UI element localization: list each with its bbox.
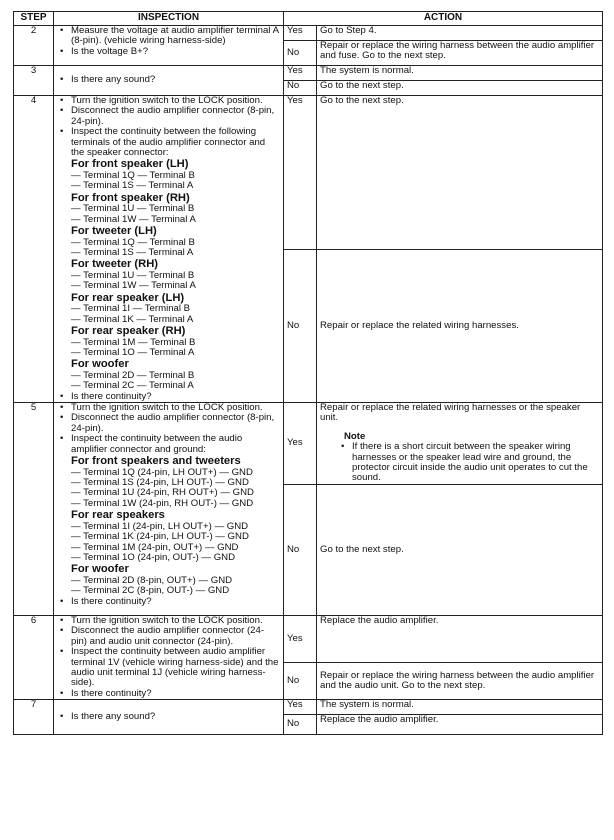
header-inspection: INSPECTION [54, 12, 284, 26]
terminal-line: — Terminal 2D — Terminal B [71, 369, 195, 381]
no-label: No [284, 41, 317, 66]
diagnostic-table [13, 11, 603, 735]
terminal-line: — Terminal 2C (8-pin, OUT-) — GND [71, 585, 230, 597]
table-row [14, 700, 603, 715]
inspection-item: • Turn the ignition switch to the LOCK position. [57, 403, 280, 413]
inspection-item: • Is the voltage B+? [57, 47, 280, 57]
terminal-line: — Terminal 1O (24-pin, OUT-) — GND [71, 551, 236, 563]
note-title: Note [344, 430, 366, 442]
inspection-item: • Inspect the continuity between the following terminals of the audio amplifier connector and the speaker connector: [57, 127, 280, 158]
inspection-cell [54, 96, 284, 403]
step-number: 5 [14, 403, 54, 616]
group-title: For rear speakers [71, 509, 165, 522]
yes-action-cell [317, 403, 603, 485]
group-title: For front speaker (LH) [71, 158, 189, 171]
no-action: Repair or replace the wiring harness between the audio amplifier and the audio unit. Go to the next step. [317, 663, 603, 700]
inspection-item: • Disconnect the audio amplifier connector (8-pin, 24-pin). [57, 106, 280, 127]
table-row [14, 66, 603, 81]
terminal-line: — Terminal 2C — Terminal A [71, 380, 194, 392]
inspection-item: • Is there continuity? [57, 689, 280, 699]
header-step: STEP [14, 12, 54, 26]
yes-action: Go to the next step. [317, 96, 603, 250]
yes-action: Go to Step 4. [317, 26, 603, 41]
no-label: No [284, 663, 317, 700]
step-number: 3 [14, 66, 54, 96]
terminal-line: — Terminal 1Q — Terminal B [71, 236, 195, 248]
no-action: Go to the next step. [317, 81, 603, 96]
inspection-cell [54, 403, 284, 616]
table-row [14, 403, 603, 485]
group-title: For front speaker (RH) [71, 191, 190, 204]
inspection-item: • Inspect the continuity between the audio amplifier connector and ground: [57, 434, 280, 455]
terminal-line: — Terminal 1K (24-pin, LH OUT-) — GND [71, 531, 249, 543]
step-number: 4 [14, 96, 54, 403]
terminal-line: — Terminal 1Q (24-pin, LH OUT+) — GND [71, 466, 253, 478]
inspection-item: • Is there continuity? [57, 597, 280, 607]
table-row [14, 96, 603, 250]
no-action: Replace the audio amplifier. [317, 715, 603, 735]
yes-label: Yes [284, 26, 317, 41]
yes-action: The system is normal. [317, 700, 603, 715]
group-title: For woofer [71, 358, 129, 371]
header-action: ACTION [284, 12, 603, 26]
group-title: For tweeter (RH) [71, 258, 159, 271]
group-title: For rear speaker (RH) [71, 325, 186, 337]
step-number: 6 [14, 615, 54, 699]
yes-label: Yes [284, 700, 317, 715]
terminal-line: — Terminal 2D (8-pin, OUT+) — GND [71, 574, 233, 586]
group-title: For tweeter (LH) [71, 225, 157, 238]
no-label: No [284, 484, 317, 615]
terminal-line: — Terminal 1I — Terminal B [71, 303, 191, 315]
no-action: Repair or replace the related wiring harnesses. [317, 249, 603, 403]
terminal-line: — Terminal 1I (24-pin, LH OUT+) — GND [71, 520, 249, 532]
terminal-line: — Terminal 1S — Terminal A [71, 246, 194, 258]
inspection-cell [54, 26, 284, 66]
inspection-item: • Turn the ignition switch to the LOCK position. [57, 96, 280, 106]
yes-action: Replace the audio amplifier. [317, 615, 603, 662]
no-action: Repair or replace the wiring harness between the audio amplifier and fuse. Go to the next step. [317, 41, 603, 66]
no-label: No [284, 249, 317, 403]
terminal-line: — Terminal 1O — Terminal A [71, 346, 195, 358]
yes-action: The system is normal. [317, 66, 603, 81]
no-label: No [284, 81, 317, 96]
terminal-line: — Terminal 1S (24-pin, LH OUT-) — GND [71, 476, 249, 488]
terminal-line: — Terminal 1U — Terminal B [71, 203, 195, 215]
terminal-line: — Terminal 1W (24-pin, RH OUT-) — GND [71, 497, 254, 509]
group-title: For rear speaker (LH) [71, 291, 185, 304]
no-action: Go to the next step. [317, 484, 603, 615]
group-title: For woofer [71, 563, 129, 576]
no-label: No [284, 715, 317, 735]
yes-action: Repair or replace the related wiring harnesses or the speaker unit. [320, 402, 581, 424]
yes-label: Yes [284, 615, 317, 662]
terminal-line: — Terminal 1U (24-pin, RH OUT+) — GND [71, 487, 254, 499]
inspection-item: • Inspect the continuity between audio amplifier terminal 1V (vehicle wiring harness-side) and the audio unit terminal 1J (vehicle wiring harness-side). [57, 647, 280, 689]
terminal-line: — Terminal 1K — Terminal A [71, 313, 194, 325]
table-row [14, 615, 603, 662]
group-title: For front speakers and tweeters [71, 455, 241, 468]
terminal-line: — Terminal 1M (24-pin, OUT+) — GND [71, 541, 239, 553]
step-number: 7 [14, 700, 54, 735]
inspection-item: • Is there continuity? [57, 392, 280, 402]
inspection-item: • Is there any sound? [57, 712, 280, 722]
header-row [14, 12, 603, 26]
inspection-item: • Turn the ignition switch to the LOCK position. [57, 616, 280, 626]
yes-label: Yes [284, 403, 317, 485]
terminal-line: — Terminal 1Q — Terminal B [71, 169, 195, 181]
table-row [14, 26, 603, 41]
inspection-cell [54, 700, 284, 735]
terminal-line: — Terminal 1S — Terminal A [71, 180, 194, 192]
inspection-item: • Disconnect the audio amplifier connector (24-pin) and audio unit connector (24-pin). [57, 626, 280, 647]
inspection-item: • Measure the voltage at audio amplifier terminal A (8-pin). (vehicle wiring harness-side) [57, 26, 280, 47]
inspection-cell [54, 66, 284, 96]
terminal-line: — Terminal 1M — Terminal B [71, 336, 196, 348]
terminal-line: — Terminal 1W — Terminal A [71, 280, 196, 292]
terminal-line: — Terminal 1W — Terminal A [71, 213, 196, 225]
terminal-line: — Terminal 1U — Terminal B [71, 269, 195, 281]
yes-label: Yes [284, 96, 317, 250]
inspection-item: • Is there any sound? [57, 75, 280, 85]
yes-label: Yes [284, 66, 317, 81]
inspection-item: • Disconnect the audio amplifier connector (8-pin, 24-pin). [57, 413, 280, 434]
step-number: 2 [14, 26, 54, 66]
note-text: • If there is a short circuit between the speaker wiring harnesses or the speaker lead wire and ground, the protector circuit inside the audio unit operates to cut the sound. [320, 442, 599, 484]
inspection-cell [54, 615, 284, 699]
